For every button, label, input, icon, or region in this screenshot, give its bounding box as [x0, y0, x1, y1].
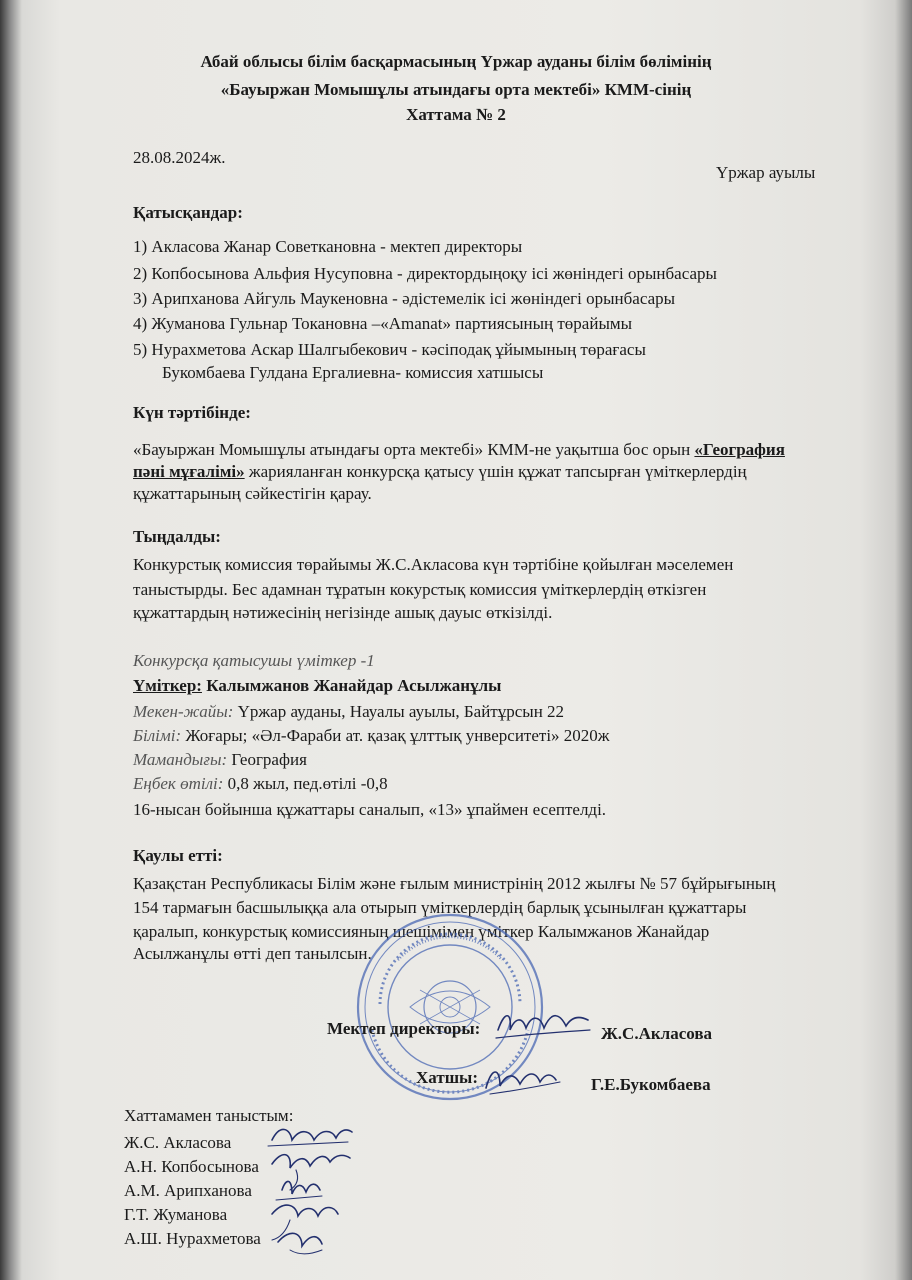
participant-item: 1) Акласова Жанар Советкановна - мектеп директоры [133, 237, 523, 256]
candidate-score: 16-нысан бойынша құжаттары саналып, «13» ұпаймен есептелді. [133, 800, 607, 819]
director-name: Ж.С.Акласова [601, 1024, 712, 1043]
agenda-subject: пәні мұғалімі» [133, 462, 245, 481]
secretary-label: Хатшы: [416, 1068, 478, 1087]
acquainted-name: А.Н. Копбосынова [124, 1157, 259, 1176]
candidate-name: Калымжанов Жанайдар Асылжанұлы [201, 676, 502, 695]
participants-heading: Қатысқандар: [133, 203, 243, 222]
heard-heading: Тыңдалды: [133, 527, 221, 546]
field-label: Мекен-жайы: [133, 702, 234, 721]
protocol-place: Үржар ауылы [716, 163, 816, 182]
candidate-label: Үміткер: [133, 676, 202, 695]
field-value: Үржар ауданы, Науалы ауылы, Байтұрсын 22 [233, 702, 565, 721]
header-line-2: «Бауыржан Момышұлы атындағы орта мектебі» КММ-сінің [220, 80, 692, 99]
field-value: 0,8 жыл, пед.өтілі -0,8 [223, 774, 388, 793]
header-line-1: Абай облысы білім басқармасының Үржар ауданы білім бөлімінің [200, 52, 712, 71]
field-value: Жоғары; «Әл-Фараби ат. қазақ ұлттық унверситеті» 2020ж [181, 726, 610, 745]
secretary-signature [486, 1072, 556, 1088]
agenda-subject: «География [694, 440, 785, 459]
decision-line-2: 154 тармағын басшылыққа ала отырып үміткерлердің барлық ұсынылған құжаттары [133, 898, 747, 917]
protocol-date: 28.08.2024ж. [133, 148, 226, 167]
acquainted-name: Ж.С. Акласова [124, 1133, 232, 1152]
director-label: Мектеп директоры: [327, 1019, 481, 1038]
secretary-item: Букомбаева Гулдана Ергалиевна- комиссия хатшысы [162, 363, 544, 382]
director-signature [498, 1016, 588, 1030]
field-label: Білімі: [133, 726, 182, 745]
field-label: Еңбек өтілі: [133, 774, 224, 793]
signature-3 [282, 1181, 320, 1194]
protocol-title: Хаттама № 2 [406, 105, 506, 124]
acquainted-name: Г.Т. Жуманова [124, 1205, 228, 1224]
participant-item: 3) Арипханова Айгуль Маукеновна - әдістемелік ісі жөніндегі орынбасары [133, 289, 676, 308]
signature-4 [272, 1205, 338, 1216]
agenda-text: «Бауыржан Момышұлы атындағы орта мектебі» КММ-не уақытша бос орын [133, 440, 695, 459]
field-label: Мамандығы: [133, 750, 228, 769]
decision-heading: Қаулы етті: [133, 846, 223, 865]
heard-line-2: таныстырды. Бес адамнан тұратын кокурстық комиссия үміткерлердің өткізген [133, 580, 707, 599]
agenda-heading: Күн тәртібінде: [133, 403, 251, 422]
heard-line-3: құжаттардың нәтижесінің негізінде ашық дауыс өткізілді. [133, 603, 553, 622]
heard-line-1: Конкурстық комиссия төрайымы Ж.С.Акласова күн тәртібіне қойылған мәселемен [133, 555, 734, 574]
acquainted-name: А.Ш. Нурахметова [124, 1229, 261, 1248]
signature-1 [272, 1129, 352, 1140]
participant-item: 5) Нурахметова Аскар Шалгыбекович - кәсіподақ ұйымының төрағасы [133, 340, 646, 359]
agenda-line-3: құжаттарының сәйкестігін қарау. [133, 484, 372, 503]
participant-item: 2) Копбосынова Альфия Нусуповна - директордыңоқу ісі жөніндегі орынбасары [133, 264, 717, 283]
acquainted-name: А.М. Арипханова [124, 1181, 252, 1200]
secretary-name: Г.Е.Букомбаева [591, 1075, 711, 1094]
decision-line-4: Асылжанұлы өтті деп танылсын. [133, 944, 372, 963]
decision-line-3: қаралып, конкурстық комиссияның шешімімен үміткер Калымжанов Жанайдар [133, 922, 710, 941]
signature-5 [278, 1233, 322, 1246]
decision-line-1: Қазақстан Республикасы Білім және ғылым министрінің 2012 жылғы № 57 бұйрығының [133, 874, 776, 893]
agenda-text: жарияланған конкурсқа қатысу үшін құжат тапсырған үміткерлердің [244, 462, 747, 481]
candidate-title: Конкурсқа қатысушы үміткер -1 [133, 651, 375, 670]
field-value: География [227, 750, 307, 769]
participant-item: 4) Жуманова Гульнар Токановна –«Amanat» партиясының төрайымы [133, 314, 633, 333]
signature-2 [272, 1155, 350, 1168]
acquainted-heading: Хаттамамен таныстым: [124, 1106, 294, 1125]
